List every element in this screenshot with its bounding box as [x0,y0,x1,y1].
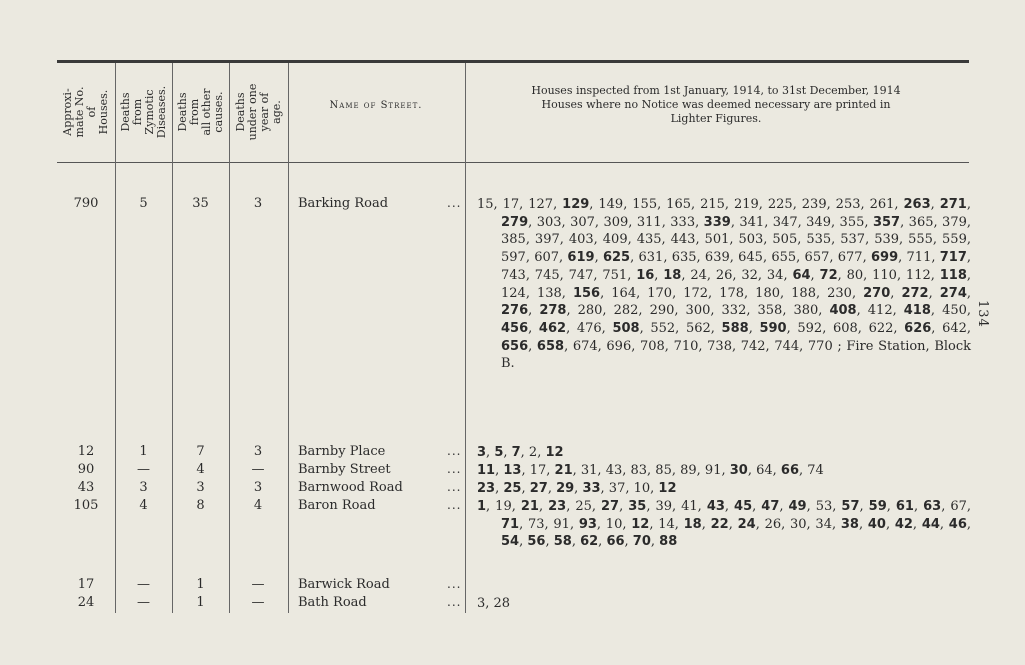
header-street-name: Name of Street. [329,100,423,111]
infant-deaths-cell: 3 [253,196,263,211]
street-name: Barnby Place [298,444,386,459]
zymotic-deaths-cell: — [137,462,150,477]
other-deaths-cell: 4 [196,462,205,477]
street-name: Barking Road [298,196,389,211]
leader-dots: ... [447,480,462,494]
houses-inspected-cell: 23, 25, 27, 29, 33, 37, 10, 12 [477,481,677,496]
approx-houses-cell: 43 [77,480,95,495]
header-houses-inspected: Houses inspected from 1st January, 1914, to 31st December, 1914 Houses where no Notice was deemed necessary are printed in Lighter Figures. [531,84,901,125]
other-deaths-cell: 3 [196,480,205,495]
zymotic-deaths-cell: — [137,595,150,610]
other-deaths-cell: 1 [196,595,205,610]
header-other-deaths: Deaths from all other causes. [176,88,225,136]
header-approx-houses: Approxi- mate No. of Houses. [61,86,110,138]
street-name: Barnby Street [298,462,391,477]
leader-dots: ... [447,498,462,512]
houses-inspected-cell: 1, 19, 21, 23, 25, 27, 35, 39, 41, 43, 45, 47, 49, 53, 57, 59, 61, 63, 67, 71, 73, 91, 93, 10, 12, 14, 18, 22, 24, 26, 30, 34, 38, 40, 42, 44, 46, 54, 56, 58, 62, 66, 70, 88 [477,499,972,550]
other-deaths-cell: 7 [196,444,205,459]
zymotic-deaths-cell: 3 [139,480,148,495]
zymotic-deaths-cell: — [137,577,150,592]
zymotic-deaths-cell: 1 [139,444,148,459]
leader-dots: ... [447,577,462,591]
leader-dots: ... [447,462,462,476]
header-rule [57,162,969,163]
zymotic-deaths-cell: 4 [139,498,148,513]
street-name: Barnwood Road [298,480,403,495]
page-number: 134 [975,300,990,328]
column-divider [288,63,289,613]
other-deaths-cell: 1 [196,577,205,592]
approx-houses-cell: 790 [73,196,99,211]
houses-inspected-cell: 11, 13, 17, 21, 31, 43, 83, 85, 89, 91, 30, 64, 66, 74 [477,463,824,478]
approx-houses-cell: 12 [77,444,95,459]
other-deaths-cell: 8 [196,498,205,513]
leader-dots: ... [447,196,462,210]
zymotic-deaths-cell: 5 [139,196,148,211]
header-infant-deaths: Deaths under one year of age. [234,83,283,141]
header-zymotic-deaths: Deaths from Zymotic Diseases. [119,85,168,139]
column-divider [465,63,466,613]
approx-houses-cell: 90 [77,462,95,477]
infant-deaths-cell: 3 [253,480,263,495]
street-name: Barwick Road [298,577,390,592]
street-name: Baron Road [298,498,376,513]
other-deaths-cell: 35 [192,196,209,211]
infant-deaths-cell: 3 [253,444,263,459]
infant-deaths-cell: 4 [253,498,263,513]
approx-houses-cell: 17 [77,577,95,592]
approx-houses-cell: 105 [73,498,99,513]
infant-deaths-cell: — [251,462,265,477]
approx-houses-cell: 24 [77,595,95,610]
houses-inspected-cell: 15, 17, 127, 129, 149, 155, 165, 215, 219, 225, 239, 253, 261, 263, 271, 279, 303, 307, 309, 311, 333, 339, 341, 347, 349, 355, 357, 365, 379, 385, 397, 403, 409, 435, 443, 501, 503, 505, 535, 537, 539, 555, 559, 597, 607, 619, 625, 631, 635, 639, 645, 655, 657, 677, 699, 711, 717, 743, 745, 747, 751, 16, 18, 24, 26, 32, 34, 64, 72, 80, 110, 112, 118, 124, 138, 156, 164, 170, 172, 178, 180, 188, 230, 270, 272, 274, 276, 278, 280, 282, 290, 300, 332, 358, 380, 408, 412, 418, 450, 456, 462, 476, 508, 552, 562, 588, 590, 592, 608, 622, 626, 642, 656, 658, 674, 696, 708, 710, 738, 742, 744, 770 ; Fire Station, Block B. [477,197,972,372]
infant-deaths-cell: — [251,595,265,610]
houses-inspected-cell: 3, 28 [477,596,511,611]
street-name: Bath Road [298,595,367,610]
leader-dots: ... [447,444,462,458]
leader-dots: ... [447,595,462,609]
top-rule [57,60,969,63]
infant-deaths-cell: — [251,577,265,592]
houses-inspected-cell: 3, 5, 7, 2, 12 [477,445,564,460]
